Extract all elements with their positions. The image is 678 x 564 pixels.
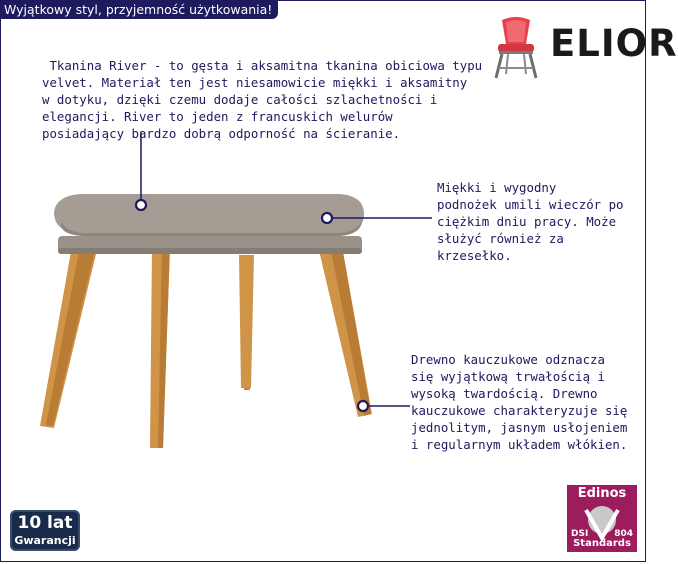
warranty-years: 10 lat bbox=[17, 513, 73, 533]
callout-comfort-text: Miękki i wygodny podnożek umili wieczór po ciężkim dniu pracy. Może służyć również za krzesełko. bbox=[437, 180, 624, 263]
edinos-standards: Standards bbox=[573, 538, 631, 549]
brand-name: ELIOR bbox=[550, 22, 678, 65]
callout-dot-wood bbox=[358, 401, 368, 411]
callout-fabric-text: Tkanina River - to gęsta i aksamitna tkanina obiciowa typu velvet. Materiał ten jest niesamowicie miękki i aksamitny w dotyku, dzięki czemu dodaje całości szlachetności i elegancji. River to jeden z francuskich welurów posiadający bardzo dobrą odporność na ścieranie. bbox=[42, 58, 483, 141]
callout-dot-fabric bbox=[136, 200, 146, 210]
callout-wood-text: Drewno kauczukowe odznacza się wyjątkową trwałością i wysoką twardością. Drewno kauczukowe charakteryzuje się jednolitym, jasnym usłojeniem i regularnym układem włókien. bbox=[411, 352, 628, 452]
edinos-left-code: DSI bbox=[571, 529, 589, 539]
edinos-badge bbox=[567, 485, 637, 552]
edinos-brand: Edinos bbox=[577, 486, 627, 501]
callout-dot-comfort bbox=[322, 213, 332, 223]
warranty-label: Gwarancji bbox=[14, 534, 76, 547]
banner-slogan: Wyjątkowy styl, przyjemność użytkowania! bbox=[0, 0, 278, 19]
warranty-badge bbox=[10, 510, 80, 551]
edinos-right-code: 804 bbox=[614, 529, 633, 539]
